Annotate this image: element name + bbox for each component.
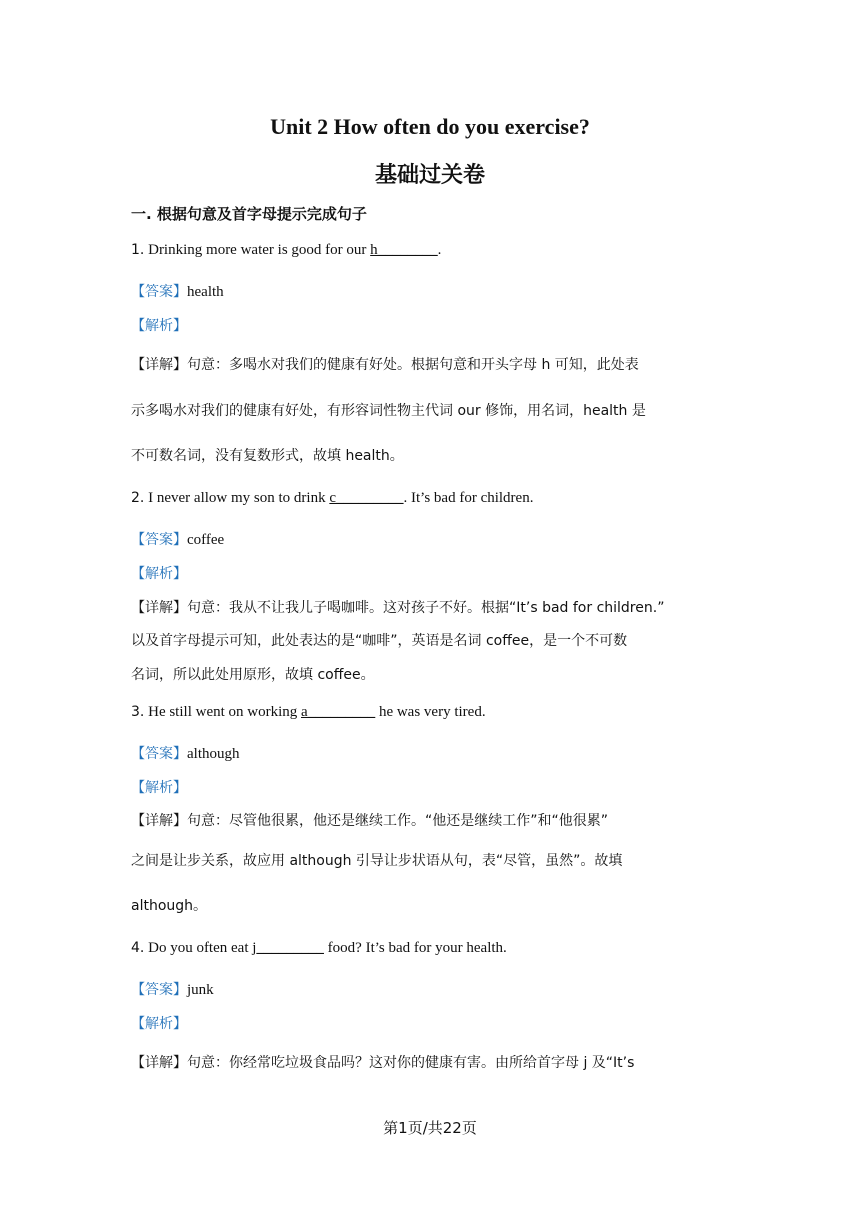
answer-label: 【答案】 — [131, 284, 187, 300]
analysis-1 — [131, 315, 187, 335]
detail-1-line-1 — [131, 354, 639, 374]
analysis-label: 【解析】 — [131, 780, 187, 796]
detail-label: 【详解】 — [131, 813, 187, 829]
question-3 — [131, 704, 486, 721]
detail-label: 【详解】 — [131, 357, 187, 373]
detail-2-line-2: 以及首字母提示可知，此处表达的是“咖啡”，英语是名词 coffee，是一个不可数 — [131, 633, 628, 649]
analysis-label: 【解析】 — [131, 318, 187, 334]
question-text-end: food? It’s bad for your health. — [323, 940, 507, 956]
detail-1-line-2: 示多喝水对我们的健康有好处，有形容词性物主代词 our 修饰，用名词，health 是 — [131, 403, 646, 419]
analysis-4 — [131, 1013, 187, 1033]
section-heading: 一. 根据句意及首字母提示完成句子 — [131, 205, 367, 223]
detail-text: 句意：你经常吃垃圾食品吗？这对你的健康有害。由所给首字母 j 及“It’s — [187, 1055, 635, 1071]
question-text: I never allow my son to drink — [144, 490, 330, 506]
question-blank: j_________ — [252, 940, 324, 956]
answer-label: 【答案】 — [131, 982, 187, 998]
question-blank: c_________ — [329, 490, 404, 506]
question-text-end: . It’s bad for children. — [403, 490, 534, 506]
analysis-3 — [131, 777, 187, 797]
analysis-label: 【解析】 — [131, 566, 187, 582]
answer-label: 【答案】 — [131, 532, 187, 548]
question-text-end: . — [437, 242, 442, 258]
question-text: He still went on working — [144, 704, 302, 720]
answer-value: although — [187, 746, 240, 762]
answer-4 — [131, 979, 214, 999]
detail-3-line-1 — [131, 810, 608, 830]
analysis-2 — [131, 563, 187, 583]
document-subtitle: 基础过关卷 — [374, 163, 485, 188]
detail-3-line-3: although。 — [131, 898, 208, 914]
detail-3-line-2: 之间是让步关系，故应用 although 引导让步状语从句，表“尽管，虽然”。故填 — [131, 853, 623, 869]
question-blank: a_________ — [301, 704, 376, 720]
answer-label: 【答案】 — [131, 746, 187, 762]
detail-text: 句意：我从不让我儿子喝咖啡。这对孩子不好。根据“It’s bad for children.” — [187, 600, 665, 616]
question-number: 4. — [131, 940, 145, 956]
question-2 — [131, 490, 533, 507]
question-text: Drinking more water is good for our — [144, 242, 371, 258]
detail-label: 【详解】 — [131, 600, 187, 616]
question-number: 3. — [131, 704, 145, 720]
question-1 — [131, 242, 441, 259]
question-text-end: he was very tired. — [375, 704, 486, 720]
document-title: Unit 2 How often do you exercise? — [270, 114, 590, 139]
answer-value: health — [187, 284, 224, 300]
answer-value: coffee — [187, 532, 225, 548]
detail-text: 句意：尽管他很累，他还是继续工作。“他还是继续工作”和“他很累” — [187, 813, 609, 829]
page-footer: 第1页/共22页 — [383, 1119, 477, 1137]
detail-1-line-3: 不可数名词，没有复数形式，故填 health。 — [131, 448, 404, 464]
detail-text: 句意：多喝水对我们的健康有好处。根据句意和开头字母 h 可知，此处表 — [187, 357, 639, 373]
detail-4-line-1 — [131, 1052, 634, 1072]
detail-2-line-3: 名词，所以此处用原形，故填 coffee。 — [131, 667, 375, 683]
question-number: 2. — [131, 490, 145, 506]
question-4 — [131, 940, 507, 957]
answer-1 — [131, 281, 224, 301]
analysis-label: 【解析】 — [131, 1016, 187, 1032]
detail-label: 【详解】 — [131, 1055, 187, 1071]
detail-2-line-1 — [131, 597, 664, 617]
answer-2 — [131, 529, 224, 549]
answer-value: junk — [187, 982, 214, 998]
question-text: Do you often eat — [144, 940, 253, 956]
answer-3 — [131, 743, 240, 763]
question-number: 1. — [131, 242, 145, 258]
question-blank: h________ — [370, 242, 438, 258]
